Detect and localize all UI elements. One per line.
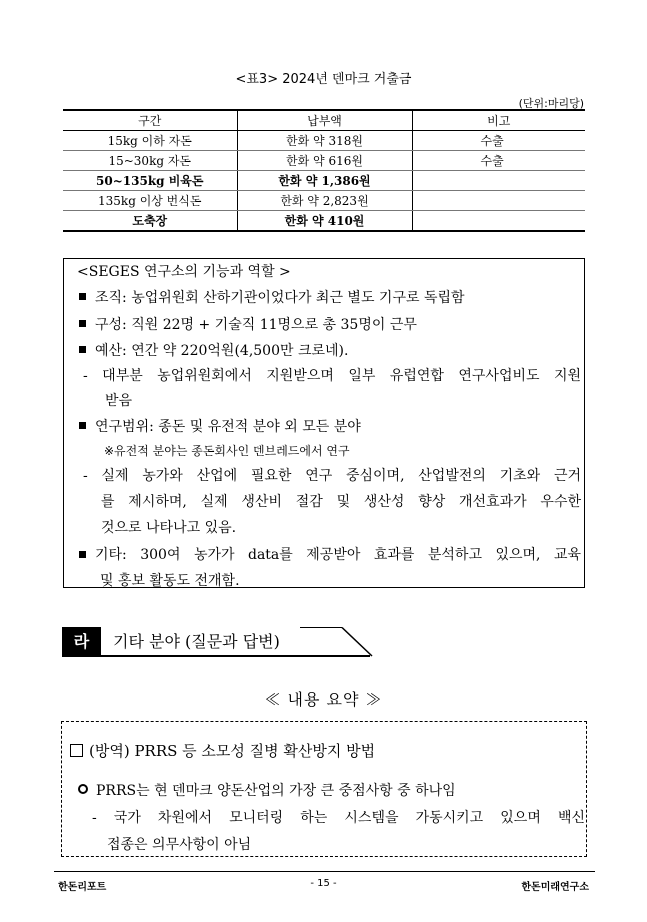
qa-sub-1: - 국가 차원에서 모니터링 하는 시스템을 가동시키고 있으며 백신 — [92, 810, 585, 826]
section-header-slant — [300, 627, 380, 657]
footer-right: 한돈미래연구소 — [521, 882, 589, 893]
seges-item-scope — [79, 416, 361, 436]
section-title: 기타 분야 (질문과 답변) — [113, 632, 280, 651]
seges-item-staff — [79, 314, 417, 334]
checkbox-square-icon — [70, 744, 83, 757]
qa-sub-2: 접종은 의무사항이 아님 — [107, 837, 252, 853]
row-range: 15~30kg 자돈 — [63, 151, 237, 171]
table-row — [63, 211, 585, 232]
table-row — [63, 151, 585, 171]
seges-item-budget — [79, 340, 348, 360]
table-row — [63, 171, 585, 191]
seges-budget-sub-1: - 대부분 농업위원회에서 지원받으며 일부 유럽연합 연구사업비도 지원 — [83, 368, 581, 384]
seges-org-text: 조직: 농업위원회 산하기관이었다가 최근 별도 기구로 독립함 — [95, 290, 465, 306]
table-unit: (단위:마리당) — [518, 97, 584, 110]
bullet-square-icon — [79, 293, 86, 300]
page-number: - 15 - — [310, 878, 337, 889]
seges-item-org — [79, 287, 465, 307]
table-row — [63, 191, 585, 211]
row-range: 15kg 이하 자돈 — [63, 131, 237, 151]
export-levy-table — [63, 109, 585, 232]
bullet-square-icon — [79, 551, 86, 558]
row-range: 50~135kg 비육돈 — [63, 171, 237, 191]
seges-scope-text: 연구범위: 종돈 및 유전적 분야 외 모든 분야 — [95, 419, 361, 435]
bullet-square-icon — [79, 320, 86, 327]
header-note: 비고 — [412, 110, 585, 131]
seges-item-etc — [79, 544, 581, 564]
seges-etc-text-1: 기타: 300여 농가가 data를 제공받아 효과를 분석하고 있으며, 교육 — [95, 547, 581, 563]
header-range: 구간 — [63, 110, 237, 131]
seges-scope-note: ※유전적 분야는 종돈회사인 덴브레드에서 연구 — [104, 444, 350, 458]
qa-point — [78, 780, 456, 800]
row-note — [412, 191, 585, 211]
footer-left: 한돈리포트 — [58, 882, 107, 893]
row-range: 135kg 이상 번식돈 — [63, 191, 237, 211]
qa-heading — [70, 740, 375, 761]
seges-etc-text-2: 및 홍보 활동도 전개함. — [100, 573, 240, 589]
seges-scope-sub-3: 것으로 나타나고 있음. — [101, 520, 237, 536]
footer-rule — [54, 871, 595, 872]
bullet-square-icon — [79, 346, 86, 353]
qa-heading-text: (방역) PRRS 등 소모성 질병 확산방지 방법 — [89, 742, 376, 760]
table-header-row — [63, 110, 585, 131]
table-caption: <표3> 2024년 덴마크 거출금 — [235, 72, 412, 87]
section-badge: 라 — [62, 627, 101, 656]
seges-budget-sub-2: 받음 — [105, 393, 133, 409]
table-row — [63, 131, 585, 151]
row-amount: 한화 약 2,823원 — [237, 191, 412, 211]
row-note — [412, 171, 585, 191]
row-range: 도축장 — [63, 211, 237, 232]
seges-title: <SEGES 연구소의 기능과 역할 > — [77, 264, 291, 280]
row-note — [412, 211, 585, 232]
summary-heading: ≪ 내용 요약 ≫ — [264, 690, 383, 709]
section-underline — [62, 655, 370, 657]
seges-scope-sub-1: - 실제 농가와 산업에 필요한 연구 중심이며, 산업발전의 기초와 근거 — [83, 468, 581, 484]
row-note: 수출 — [412, 131, 585, 151]
row-amount: 한화 약 616원 — [237, 151, 412, 171]
seges-staff-text: 구성: 직원 22명 + 기술직 11명으로 총 35명이 근무 — [95, 317, 417, 333]
bullet-square-icon — [79, 422, 86, 429]
row-note: 수출 — [412, 151, 585, 171]
seges-scope-sub-2: 를 제시하며, 실제 생산비 절감 및 생산성 향상 개선효과가 우수한 — [101, 494, 581, 510]
qa-point-text: PRRS는 현 덴마크 양돈산업의 가장 큰 중점사항 중 하나임 — [96, 783, 456, 799]
row-amount: 한화 약 410원 — [237, 211, 412, 232]
header-amount: 납부액 — [237, 110, 412, 131]
row-amount: 한화 약 318원 — [237, 131, 412, 151]
seges-budget-text: 예산: 연간 약 220억원(4,500만 크로네). — [95, 343, 349, 359]
circle-bullet-icon — [78, 784, 88, 794]
row-amount: 한화 약 1,386원 — [237, 171, 412, 191]
